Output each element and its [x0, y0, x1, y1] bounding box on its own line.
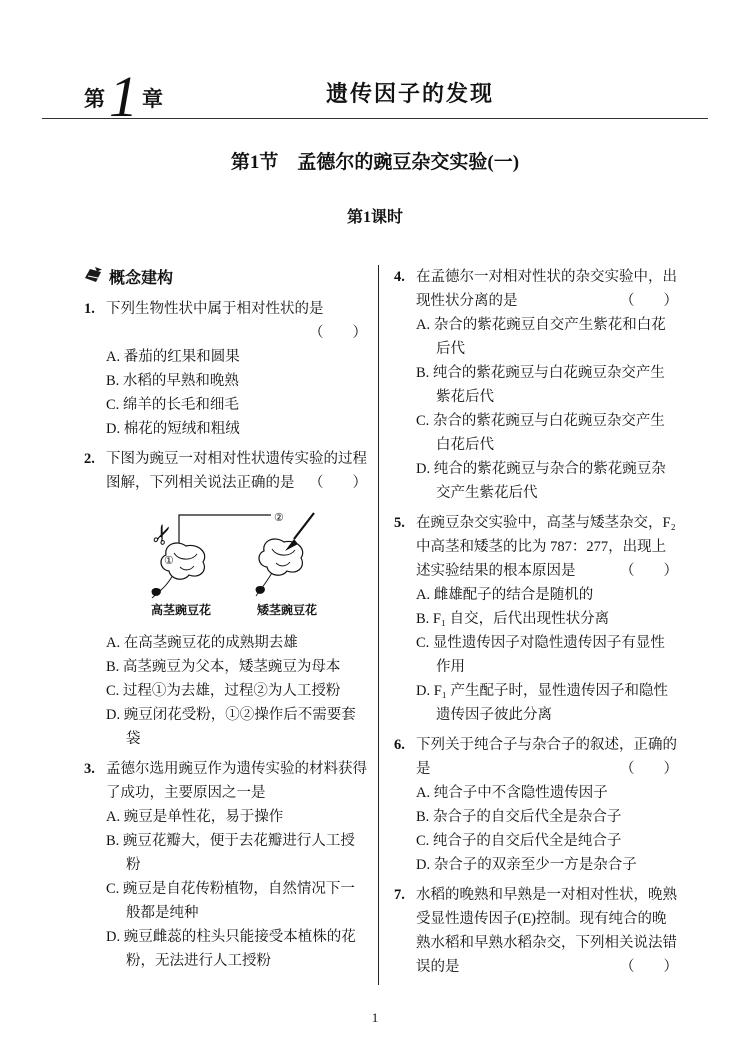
answer-bracket: （ ）	[309, 475, 367, 491]
brush-icon	[294, 513, 314, 539]
question-7	[394, 883, 678, 979]
option-d: D. 棉花的短绒和粗绒	[106, 421, 240, 437]
option-b: B. 纯合的紫花豌豆与白花豌豆杂交产生紫花后代	[416, 365, 665, 405]
chapter-prefix: 第	[84, 87, 105, 111]
writing-board-icon	[84, 266, 103, 288]
question-number: 6.	[394, 737, 405, 753]
answer-bracket: （ ）	[620, 959, 678, 975]
question-4	[394, 265, 678, 505]
two-column-content	[84, 265, 678, 985]
left-flower-leaf	[152, 588, 161, 596]
question-stem: 下图为豌豆一对相对性状遗传实验的过程图解，下列相关说法正确的是 （ ）	[106, 447, 367, 495]
transfer-line	[179, 515, 271, 547]
question-3	[84, 757, 367, 973]
chapter-label: 第1 章	[84, 64, 163, 129]
question-number: 1.	[84, 301, 95, 317]
question-stem: 水稻的晚熟和早熟是一对相对性状，晚熟受显性遗传因子(E)控制。现有纯合的晚熟水稻和早熟水稻杂交，下列相关说法错误的是 （ ）	[416, 883, 678, 979]
option-d: D. 杂合子的双亲至少一方是杂合子	[416, 857, 637, 873]
question-2	[84, 447, 367, 751]
option-b: B. 豌豆花瓣大，便于去花瓣进行人工授粉	[106, 833, 355, 873]
question-stem: 孟德尔选用豌豆作为遗传实验的材料获得了成功，主要原因之一是	[106, 761, 367, 801]
option-a: A. 杂合的紫花豌豆自交产生紫花和白花后代	[416, 317, 666, 357]
question-number: 7.	[394, 887, 405, 903]
option-a: A. 在高茎豌豆花的成熟期去雄	[106, 635, 298, 651]
option-b: B. 水稻的早熟和晚熟	[106, 373, 239, 389]
process-mark-2: ②	[274, 512, 284, 524]
scissors-icon: ✂	[145, 519, 181, 551]
page-number: 1	[371, 1010, 379, 1025]
question-stem: 在孟德尔一对相对性状的杂交实验中，出现性状分离的是 （ ）	[416, 265, 678, 313]
option-c: C. 纯合子的自交后代全是纯合子	[416, 833, 622, 849]
option-c: C. 绵羊的长毛和细毛	[106, 397, 239, 413]
option-c: C. 杂合的紫花豌豆与白花豌豆杂交产生白花后代	[416, 413, 665, 453]
question-number: 5.	[394, 515, 405, 531]
option-b: B. F₁ 自交，后代出现性状分离	[416, 611, 610, 627]
option-d: D. 豌豆雌蕊的柱头只能接受本植株的花粉，无法进行人工授粉	[106, 929, 356, 969]
option-c: C. 过程①为去雄，过程②为人工授粉	[106, 683, 341, 699]
option-a: A. 纯合子中不含隐性遗传因子	[416, 785, 608, 801]
process-mark-1: ①	[164, 555, 174, 567]
question-5	[394, 511, 678, 727]
option-b: B. 杂合子的自交后代全是杂合子	[416, 809, 622, 825]
option-b: B. 高茎豌豆为父本，矮茎豌豆为母本	[106, 659, 341, 675]
lesson-title: 第1课时	[346, 209, 403, 226]
right-flower-label: 矮茎豌豆花	[256, 603, 318, 617]
column-divider	[378, 265, 379, 985]
question-stem: 在豌豆杂交实验中，高茎与矮茎杂交，F₂中高茎和矮茎的比为 787：277，出现上述实验结果的根本原因是 （ ）	[416, 511, 678, 583]
option-c: C. 显性遗传因子对隐性遗传因子有显性作用	[416, 635, 665, 675]
chapter-suffix: 章	[142, 87, 163, 111]
answer-bracket: （ ）	[620, 563, 678, 579]
option-a: A. 雌雄配子的结合是随机的	[416, 587, 594, 603]
option-c: C. 豌豆是自花传粉植物，自然情况下一般都是纯种	[106, 881, 355, 921]
page-header	[0, 0, 750, 129]
option-d: D. 豌豆闭花受粉，①②操作后不需要套袋	[106, 707, 356, 747]
option-d: D. F₁ 产生配子时，显性遗传因子和隐性遗传因子彼此分离	[416, 683, 668, 723]
option-d: D. 纯合的紫花豌豆与杂合的紫花豌豆杂交产生紫花后代	[416, 461, 666, 501]
right-column	[394, 265, 678, 985]
chapter-title: 遗传因子的发现	[325, 81, 494, 106]
question-stem: 下列生物性状中属于相对性状的是 （ ）	[106, 297, 367, 345]
left-column	[84, 265, 367, 985]
answer-bracket: （ ）	[620, 761, 678, 777]
concept-heading	[84, 265, 367, 288]
question-6	[394, 733, 678, 877]
question-number: 2.	[84, 451, 95, 467]
pea-cross-figure	[106, 501, 367, 627]
option-a: A. 番茄的红果和圆果	[106, 349, 240, 365]
question-number: 4.	[394, 269, 405, 285]
left-flower-label: 高茎豌豆花	[150, 603, 212, 617]
section-title: 第1节 孟德尔的豌豆杂交实验(一)	[230, 152, 520, 173]
question-number: 3.	[84, 761, 95, 777]
question-1	[84, 297, 367, 441]
concept-heading-label: 概念建构	[109, 270, 174, 287]
answer-bracket: （ ）	[620, 293, 678, 309]
answer-bracket: （ ）	[309, 325, 367, 341]
header-rule	[42, 118, 708, 119]
right-flower-leaf	[256, 586, 265, 594]
option-a: A. 豌豆是单性花，易于操作	[106, 809, 284, 825]
question-stem: 下列关于纯合子与杂合子的叙述，正确的是 （ ）	[416, 733, 678, 781]
